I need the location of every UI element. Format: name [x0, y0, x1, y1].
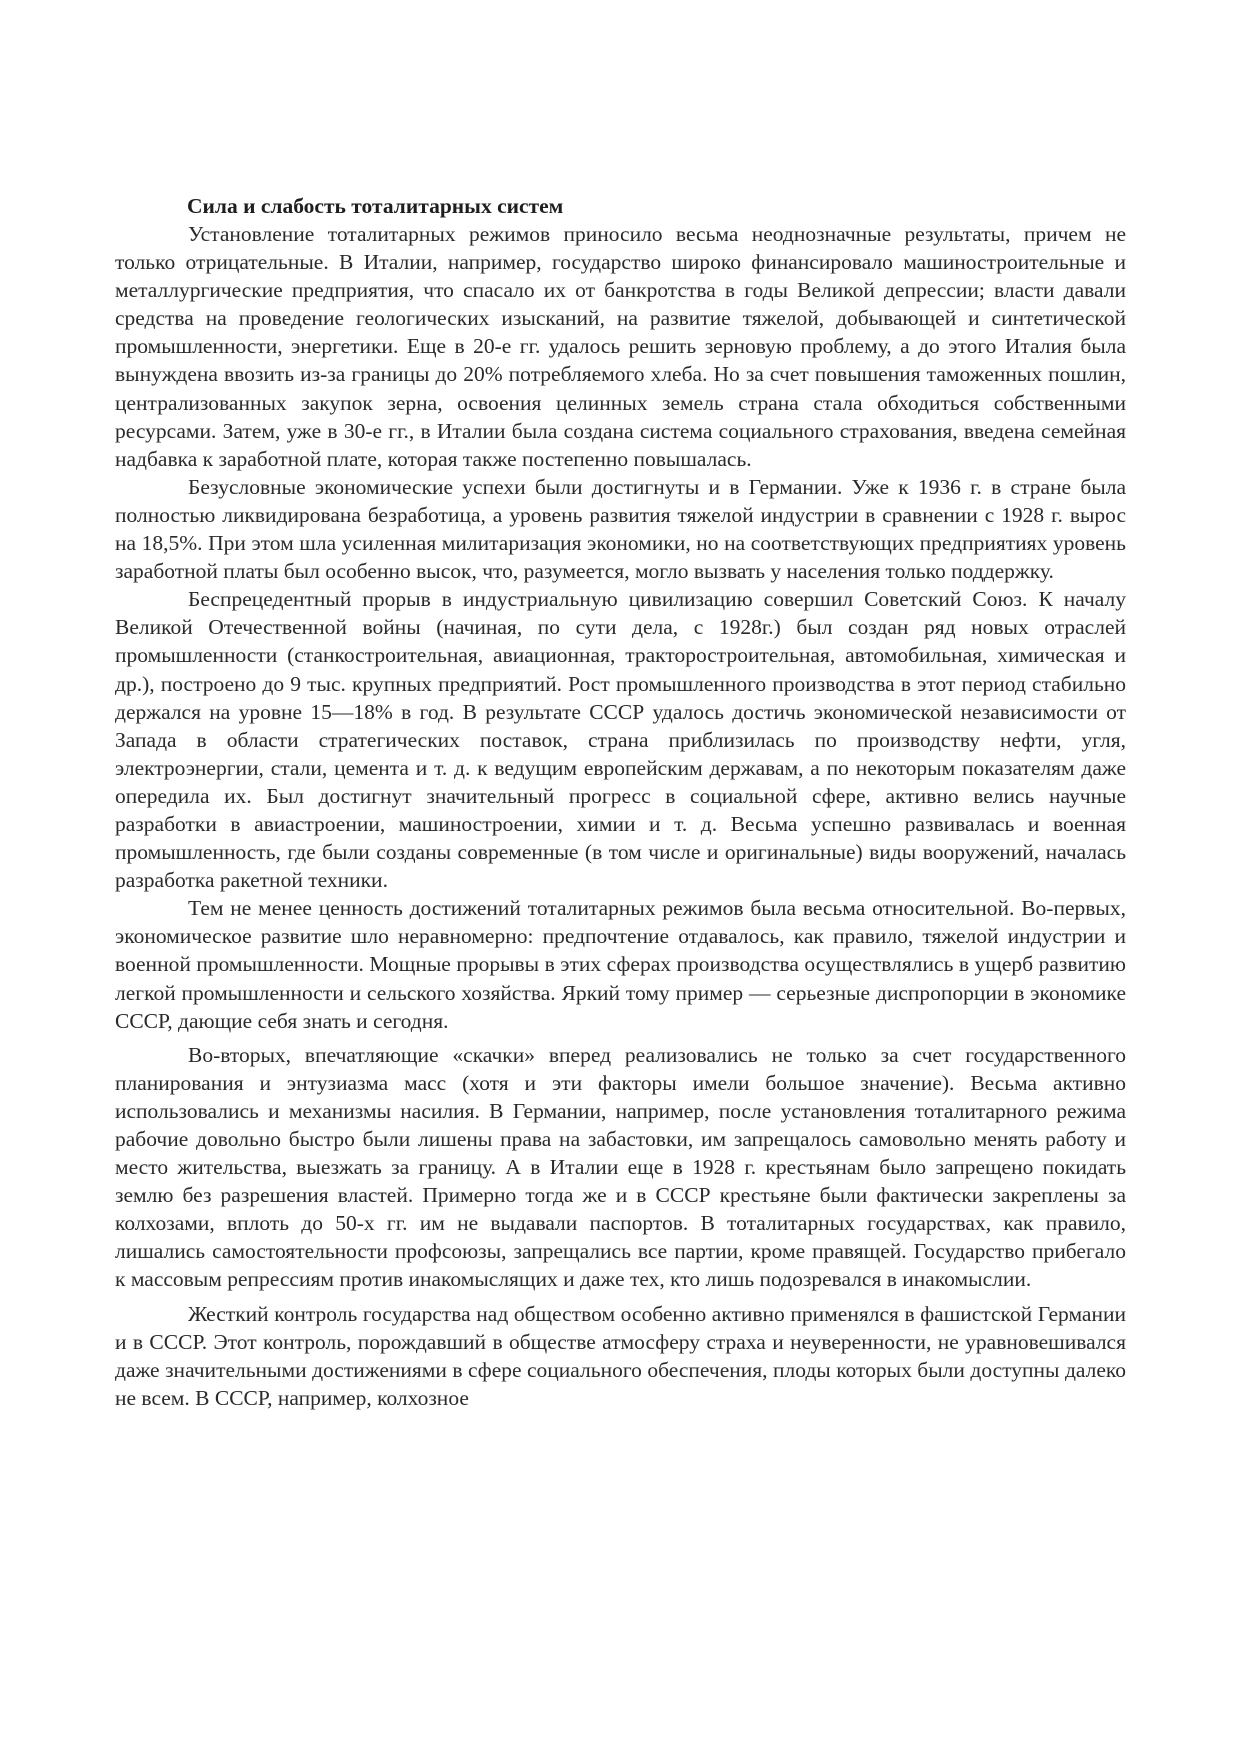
paragraph-state-control: Жесткий контроль государства над обществом особенно активно применялся в фашистской Германии и в СССР. Этот контроль, порождавший в обществе атмосферу страха и неуверенности, не уравновешивался даже значительными достижениями в сфере социального обеспечения, плоды которых были доступны далеко не всем. В СССР, например, колхозное: [115, 1301, 1126, 1410]
paragraph-relativity: Тем не менее ценность достижений тоталитарных режимов была весьма относительной. Во-первых, экономическое развитие шло неравномерно: предпочтение отдавалось, как правило, тяжелой индустрии и военной промышленности. Мощные прорывы в этих сферах производства осуществлялись в ущерб развитию легкой промышленности и сельского хозяйства. Яркий тому пример — серьезные диспропорции в экономике СССР, дающие себя знать и сегодня.: [115, 896, 1126, 1033]
paragraph-germany: Безусловные экономические успехи были достигнуты и в Германии. Уже к 1936 г. в стране была полностью ликвидирована безработица, а уровень развития тяжелой индустрии в сравнении с 1928 г. вырос на 18,5%. При этом шла усиленная милитаризация экономики, но на соответствующих предприятиях уровень заработной платы был особенно высок, что, разумеется, могло вызвать у населения только поддержку.: [115, 474, 1126, 584]
paragraph-italy: Установление тоталитарных режимов приносило весьма неоднозначные результаты, причем не только отрицательные. В Италии, например, государство широко финансировало машиностроительные и металлургические предприятия, что спасало их от банкротства в годы Великой депрессии; власти давали средства на проведение геологических изысканий, на развитие тяжелой, добывающей и синтетической промышленности, энергетики. Еще в 20-е гг. удалось решить зерновую проблему, а до этого Италия была вынуждена ввозить из-за границы до 20% потребляемого хлеба. Но за счет повышения таможенных пошлин, централизованных закупок зерна, освоения целинных земель страна стала обходиться собственными ресурсами. Затем, уже в 30-е гг., в Италии была создана система социального страхования, введена семейная надбавка к заработной плате, которая также постепенно повышалась.: [115, 222, 1126, 471]
section-heading: Сила и слабость тоталитарных систем: [187, 194, 564, 218]
document-page: [115, 192, 1126, 1412]
paragraph-ussr: Беспрецедентный прорыв в индустриальную цивилизацию совершил Советский Союз. К началу Великой Отечественной войны (начиная, по сути дела, с 1928г.) был создан ряд новых отраслей промышленности (станкостроительная, авиационная, тракторостроительная, автомобильная, химическая и др.), построено до 9 тыс. крупных предприятий. Рост промышленного производства в этот период стабильно держался на уровне 15—18% в год. В результате СССР удалось достичь экономической независимости от Запада в области стратегических поставок, страна приблизилась по производству нефти, угля, электроэнергии, стали, цемента и т. д. к ведущим европейским державам, а по некоторым показателям даже опередила их. Был достигнут значительный прогресс в социальной сфере, активно велись научные разработки в авиастроении, машиностроении, химии и т. д. Весьма успешно развивалась и военная промышленность, где были созданы современные (в том числе и оригинальные) виды вооружений, началась разработка ракетной техники.: [115, 587, 1126, 893]
paragraph-coercion: Во-вторых, впечатляющие «скачки» вперед реализовались не только за счет государственного планирования и энтузиазма масс (хотя и эти факторы имели большое значение). Весьма активно использовались и механизмы насилия. В Германии, например, после установления тоталитарного режима рабочие довольно быстро были лишены права на забастовки, им запрещалось самовольно менять работу и место жительства, выезжать за границу. А в Италии еще в 1928 г. крестьянам было запрещено покидать землю без разрешения властей. Примерно тогда же и в СССР крестьяне были фактически закреплены за колхозами, вплоть до 50-х гг. им не выдавали паспортов. В тоталитарных государствах, как правило, лишались самостоятельности профсоюзы, запрещались все партии, кроме правящей. Государство прибегало к массовым репрессиям против инакомыслящих и даже тех, кто лишь подозревался в инакомыслии.: [115, 1042, 1126, 1292]
